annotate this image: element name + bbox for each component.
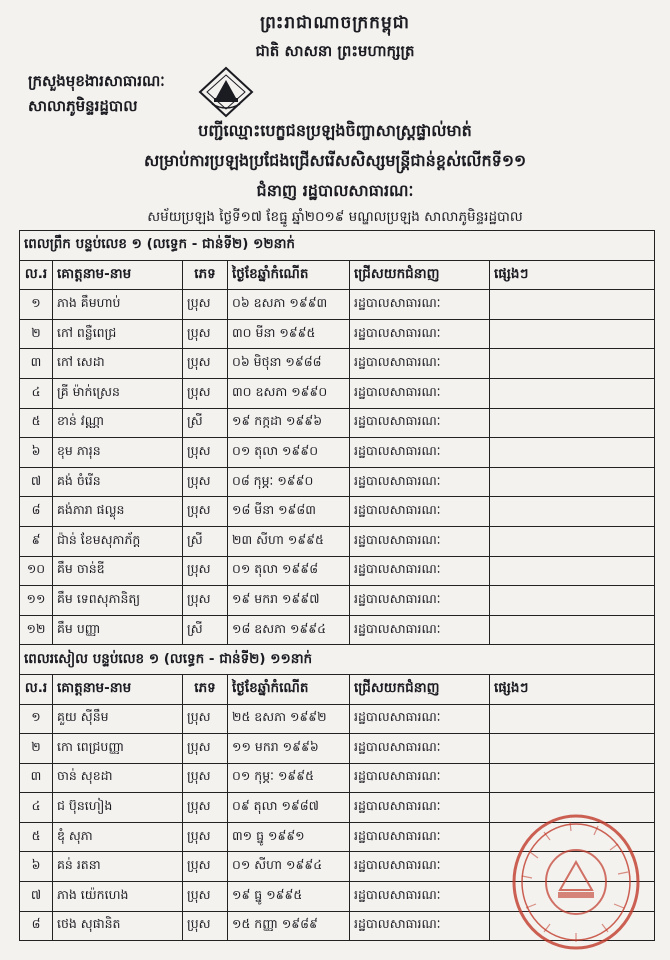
row-number: ៧ [20, 467, 53, 497]
birth-date: ២៥ ឧសភា ១៩៩២ [228, 704, 350, 734]
row-number: ៦ [20, 852, 53, 882]
selected-specialty: រដ្ឋបាលសាធារណៈ [350, 526, 490, 556]
candidate-name: គឹម ចាន់ឌី [53, 556, 183, 586]
table-row [20, 378, 655, 408]
table-row [20, 526, 655, 556]
candidate-sex: ប្រុស [183, 556, 228, 586]
birth-date: ០១ តុលា ១៩៩០ [228, 438, 350, 468]
column-header: ល.រ [20, 674, 53, 704]
candidate-name: ជ ប៊ុនហៀង [53, 793, 183, 823]
candidate-name: កៅ សេដា [53, 349, 183, 379]
birth-date: ១៨ មីនា ១៩៨៣ [228, 497, 350, 527]
column-header: ភេទ [183, 674, 228, 704]
column-header: គោត្តនាម-នាម [53, 674, 183, 704]
column-header: ផ្សេងៗ [490, 260, 655, 290]
row-number: ១១ [20, 586, 53, 616]
selected-specialty: រដ្ឋបាលសាធារណៈ [350, 467, 490, 497]
official-seal-stamp [510, 812, 642, 952]
section-row [20, 645, 655, 675]
section-title: ពេលរសៀល បន្ទប់លេខ ១ (លទ្ធេក - ជាន់ទី២) ១១នាក់ [20, 645, 655, 675]
birth-date: ៣០ មីនា ១៩៩៥ [228, 319, 350, 349]
birth-date: ១១ មករា ១៩៩៦ [228, 734, 350, 764]
row-number: ៨ [20, 497, 53, 527]
row-number: ៥ [20, 822, 53, 852]
candidate-name: ភាង យ៉េកហេង [53, 882, 183, 912]
document-subtitle: សម្រាប់ការប្រឡងប្រជែងជ្រើសរើសសិស្សមន្ត្រីជាន់ខ្ពស់លើកទី១១ [143, 151, 527, 170]
remarks [490, 319, 655, 349]
selected-specialty: រដ្ឋបាលសាធារណៈ [350, 615, 490, 645]
candidate-sex: ប្រុស [183, 378, 228, 408]
candidate-sex: ប្រុស [183, 497, 228, 527]
candidate-name: កោ ពេជ្របញ្ញា [53, 734, 183, 764]
selected-specialty: រដ្ឋបាលសាធារណៈ [350, 763, 490, 793]
row-number: ៣ [20, 763, 53, 793]
birth-date: ២៣ សីហា ១៩៩៥ [228, 526, 350, 556]
table-row [20, 408, 655, 438]
row-number: ២ [20, 734, 53, 764]
table-row [20, 290, 655, 320]
candidate-name: កៅ ពន្លឺពេជ្រ [53, 319, 183, 349]
birth-date: ០១ កុម្ភៈ ១៩៩៥ [228, 763, 350, 793]
candidate-name: ភាង គឹមហាប់ [53, 290, 183, 320]
birth-date: ១៩ មករា ១៩៩៧ [228, 586, 350, 616]
table-row [20, 734, 655, 764]
table-row [20, 497, 655, 527]
table-row [20, 556, 655, 586]
selected-specialty: រដ្ឋបាលសាធារណៈ [350, 556, 490, 586]
document-title: បញ្ជីឈ្មោះបេក្ខជនប្រឡងចិញ្ចាសាស្ត្រផ្ទាល់មាត់ [198, 121, 472, 140]
candidate-sex: ប្រុស [183, 349, 228, 379]
selected-specialty: រដ្ឋបាលសាធារណៈ [350, 586, 490, 616]
row-number: ៤ [20, 793, 53, 823]
remarks [490, 290, 655, 320]
birth-date: ០៩ តុលា ១៩៨៧ [228, 793, 350, 823]
header-row [20, 260, 655, 290]
candidate-sex: ប្រុស [183, 852, 228, 882]
column-header: ថ្ងៃខែឆ្នាំកំណើត [228, 260, 350, 290]
table-row [20, 586, 655, 616]
kingdom-heading: ព្រះរាជាណាចក្រកម្ពុជា [260, 13, 410, 33]
remarks [490, 556, 655, 586]
column-header: គោត្តនាម-នាម [53, 260, 183, 290]
row-number: ៥ [20, 408, 53, 438]
exam-session-info: សម័យប្រឡង ថ្ងៃទី១៧ ខែធ្នូ ឆ្នាំ២០១៩ មណ្ឌលប្រឡង សាលាភូមិន្ទរដ្ឋបាល [147, 209, 523, 225]
selected-specialty: រដ្ឋបាលសាធារណៈ [350, 793, 490, 823]
selected-specialty: រដ្ឋបាលសាធារណៈ [350, 852, 490, 882]
candidate-name: ឌុំ សុភា [53, 822, 183, 852]
candidate-name: គឹម បញ្ញា [53, 615, 183, 645]
column-header: ជ្រើសយកជំនាញ [350, 260, 490, 290]
candidate-name: គង់ភារា ផល្លុន [53, 497, 183, 527]
candidate-sex: ប្រុស [183, 319, 228, 349]
candidate-name: ខាន់ វណ្ណា [53, 408, 183, 438]
birth-date: ០១ សីហា ១៩៩៤ [228, 852, 350, 882]
birth-date: ១៩ កក្កដា ១៩៩៦ [228, 408, 350, 438]
table-row [20, 319, 655, 349]
birth-date: ០១ តុលា ១៩៩៨ [228, 556, 350, 586]
candidate-name: គួយ ស៊ីនឹម [53, 704, 183, 734]
selected-specialty: រដ្ឋបាលសាធារណៈ [350, 319, 490, 349]
candidate-name: គន់ រតនា [53, 852, 183, 882]
birth-date: ០៨ កុម្ភៈ ១៩៩០ [228, 467, 350, 497]
row-number: ១ [20, 290, 53, 320]
selected-specialty: រដ្ឋបាលសាធារណៈ [350, 822, 490, 852]
birth-date: ១៨ ឧសភា ១៩៩៤ [228, 615, 350, 645]
national-motto: ជាតិ សាសនា ព្រះមហាក្សត្រ [255, 42, 415, 60]
column-header: ថ្ងៃខែឆ្នាំកំណើត [228, 674, 350, 704]
remarks [490, 586, 655, 616]
candidate-sex: ប្រុស [183, 290, 228, 320]
candidate-sex: ប្រុស [183, 586, 228, 616]
candidate-sex: ប្រុស [183, 793, 228, 823]
column-header: ភេទ [183, 260, 228, 290]
candidate-sex: ស្រី [183, 615, 228, 645]
selected-specialty: រដ្ឋបាលសាធារណៈ [350, 497, 490, 527]
candidate-sex: ប្រុស [183, 704, 228, 734]
row-number: ១ [20, 704, 53, 734]
candidate-name: ខុម ភារុន [53, 438, 183, 468]
row-number: ៣ [20, 349, 53, 379]
remarks [490, 734, 655, 764]
birth-date: ០៦ មិថុនា ១៩៨៨ [228, 349, 350, 379]
section-row [20, 231, 655, 261]
ministry-name: ក្រសួងមុខងារសាធារណៈ [28, 72, 165, 90]
candidate-sex: ប្រុស [183, 763, 228, 793]
candidate-sex: ប្រុស [183, 882, 228, 912]
table-row [20, 467, 655, 497]
candidate-sex: ប្រុស [183, 438, 228, 468]
column-header: ជ្រើសយកជំនាញ [350, 674, 490, 704]
remarks [490, 467, 655, 497]
column-header: ល.រ [20, 260, 53, 290]
specialty-heading: ជំនាញ រដ្ឋបាលសាធារណៈ [256, 181, 414, 200]
candidate-name: គឹម ទេពសុភានិត្យ [53, 586, 183, 616]
selected-specialty: រដ្ឋបាលសាធារណៈ [350, 882, 490, 912]
selected-specialty: រដ្ឋបាលសាធារណៈ [350, 438, 490, 468]
birth-date: ៣១ ធ្នូ ១៩៩១ [228, 822, 350, 852]
remarks [490, 349, 655, 379]
remarks [490, 615, 655, 645]
selected-specialty: រដ្ឋបាលសាធារណៈ [350, 704, 490, 734]
column-header: ផ្សេងៗ [490, 674, 655, 704]
row-number: ១០ [20, 556, 53, 586]
row-number: ៧ [20, 882, 53, 912]
header-row [20, 674, 655, 704]
selected-specialty: រដ្ឋបាលសាធារណៈ [350, 734, 490, 764]
selected-specialty: រដ្ឋបាលសាធារណៈ [350, 349, 490, 379]
remarks [490, 763, 655, 793]
candidate-name: គ្រី ម៉ាក់ស្រេន [53, 378, 183, 408]
row-number: ២ [20, 319, 53, 349]
row-number: ៦ [20, 438, 53, 468]
table-row [20, 704, 655, 734]
row-number: ៩ [20, 526, 53, 556]
remarks [490, 704, 655, 734]
row-number: ១២ [20, 615, 53, 645]
selected-specialty: រដ្ឋបាលសាធារណៈ [350, 290, 490, 320]
remarks [490, 408, 655, 438]
birth-date: ១៩ ធ្នូ ១៩៩៥ [228, 882, 350, 912]
candidate-sex: ប្រុស [183, 822, 228, 852]
table-row [20, 763, 655, 793]
remarks [490, 526, 655, 556]
remarks [490, 497, 655, 527]
remarks [490, 438, 655, 468]
row-number: ៤ [20, 378, 53, 408]
birth-date: ៣០ ឧសភា ១៩៩០ [228, 378, 350, 408]
candidate-sex: ប្រុស [183, 467, 228, 497]
table-row [20, 349, 655, 379]
table-row [20, 438, 655, 468]
selected-specialty: រដ្ឋបាលសាធារណៈ [350, 911, 490, 941]
candidate-name: ចាន់ សុខដា [53, 763, 183, 793]
candidate-sex: ប្រុស [183, 734, 228, 764]
candidate-name: គង់ ចំរើន [53, 467, 183, 497]
candidate-sex: ស្រី [183, 526, 228, 556]
birth-date: ០៦ ឧសភា ១៩៩៣ [228, 290, 350, 320]
candidate-sex: ស្រី [183, 408, 228, 438]
candidate-sex: ប្រុស [183, 911, 228, 941]
selected-specialty: រដ្ឋបាលសាធារណៈ [350, 378, 490, 408]
row-number: ៨ [20, 911, 53, 941]
birth-date: ១៥ កញ្ញា ១៩៨៩ [228, 911, 350, 941]
selected-specialty: រដ្ឋបាលសាធារណៈ [350, 408, 490, 438]
candidate-name: ជ៉ាន់ ខែមសុភាភ័ក្ត [53, 526, 183, 556]
table-row [20, 615, 655, 645]
candidate-name: ថេង សុផានិត [53, 911, 183, 941]
section-title: ពេលព្រឹក បន្ទប់លេខ ១ (លទ្ធេក - ជាន់ទី២) ១២នាក់ [20, 231, 655, 261]
school-emblem-logo [198, 66, 254, 118]
remarks [490, 378, 655, 408]
school-name: សាលាភូមិន្ទរដ្ឋបាល [28, 97, 138, 115]
